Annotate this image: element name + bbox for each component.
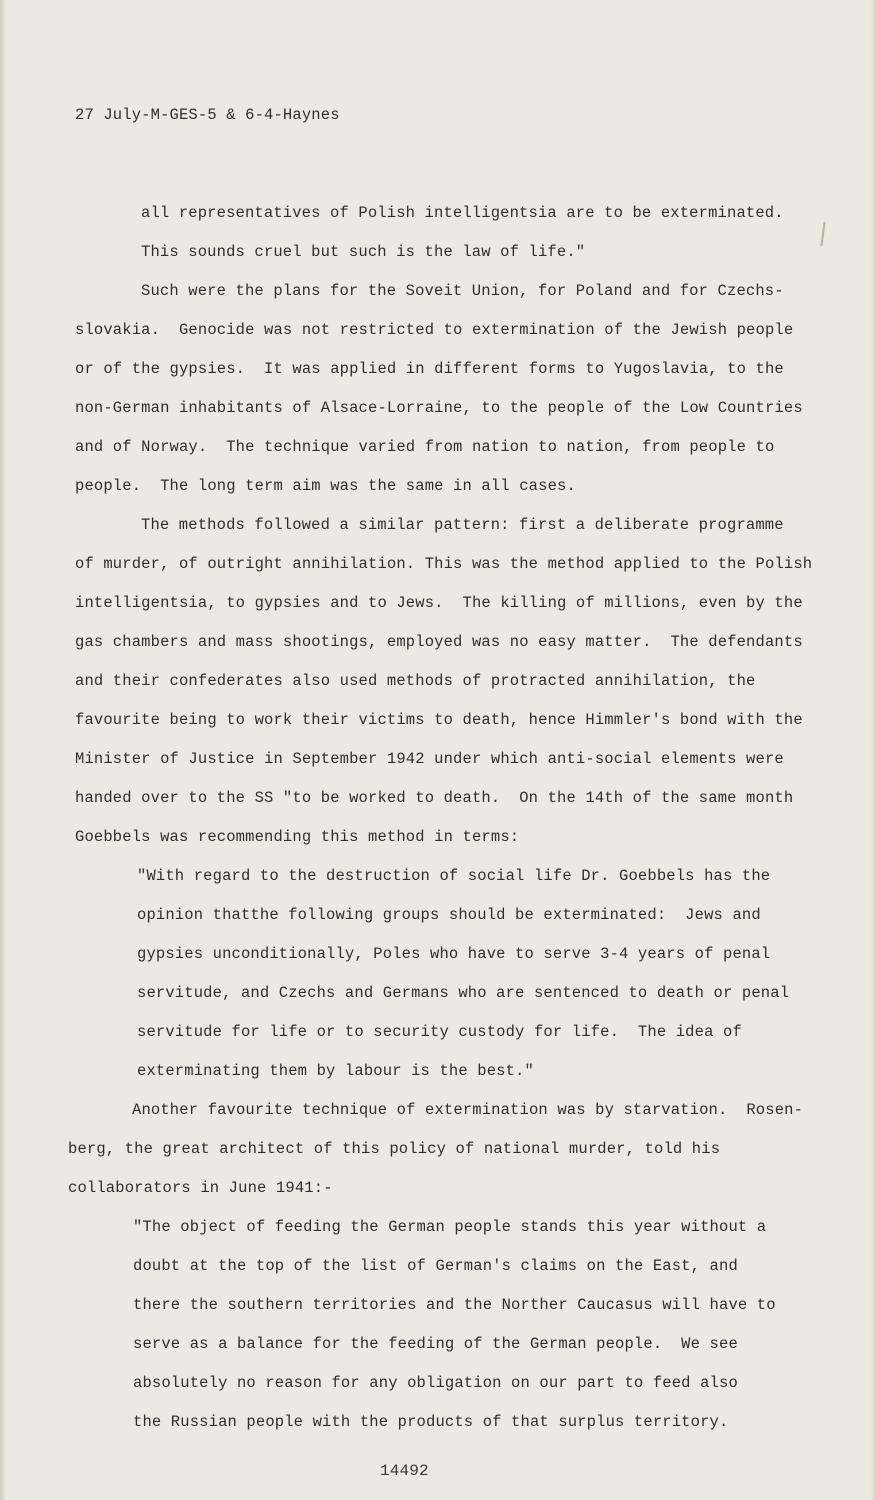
text-line: gas chambers and mass shootings, employed was no easy matter. The defendants (75, 633, 803, 651)
quote-line: servitude for life or to security custody for life. The idea of (137, 1023, 742, 1041)
quote-line: there the southern territories and the Norther Caucasus will have to (133, 1296, 776, 1314)
text-line: slovakia. Genocide was not restricted to extermination of the Jewish people (75, 321, 794, 339)
quote-line: the Russian people with the products of that surplus territory. (133, 1413, 729, 1431)
text-line: intelligentsia, to gypsies and to Jews. The killing of millions, even by the (75, 594, 803, 612)
margin-pencil-mark (820, 222, 825, 246)
text-line: This sounds cruel but such is the law of life." (141, 243, 586, 261)
text-line: The methods followed a similar pattern: first a deliberate programme (141, 516, 784, 534)
quote-line: exterminating them by labour is the best." (137, 1062, 534, 1080)
quote-line: servitude, and Czechs and Germans who are sentenced to death or penal (137, 984, 790, 1002)
quote-line: opinion thatthe following groups should be exterminated: Jews and (137, 906, 761, 924)
quote-line: "The object of feeding the German people stands this year without a (133, 1218, 767, 1236)
text-line: people. The long term aim was the same in all cases. (75, 477, 576, 495)
text-line: favourite being to work their victims to death, hence Himmler's bond with the (75, 711, 803, 729)
page-edge-left (0, 0, 6, 1500)
text-line: berg, the great architect of this policy of national murder, told his (68, 1140, 721, 1158)
document-reference-header: 27 July-M-GES-5 & 6-4-Haynes (75, 106, 340, 124)
quote-line: absolutely no reason for any obligation on our part to feed also (133, 1374, 738, 1392)
text-line: of murder, of outright annihilation. This was the method applied to the Polish (75, 555, 813, 573)
page-edge-right (871, 0, 876, 1500)
text-line: and their confederates also used methods of protracted annihilation, the (75, 672, 756, 690)
quote-line: doubt at the top of the list of German's claims on the East, and (133, 1257, 738, 1275)
text-line: Goebbels was recommending this method in terms: (75, 828, 520, 846)
quote-line: serve as a balance for the feeding of the German people. We see (133, 1335, 738, 1353)
text-line: all representatives of Polish intelligentsia are to be exterminated. (141, 204, 784, 222)
text-line: and of Norway. The technique varied from nation to nation, from people to (75, 438, 775, 456)
quote-line: gypsies unconditionally, Poles who have to serve 3-4 years of penal (137, 945, 771, 963)
text-line: Another favourite technique of extermination was by starvation. Rosen- (132, 1101, 804, 1119)
text-line: Such were the plans for the Soveit Union, for Poland and for Czechs- (141, 282, 784, 300)
text-line: handed over to the SS "to be worked to death. On the 14th of the same month (75, 789, 794, 807)
text-line: Minister of Justice in September 1942 under which anti-social elements were (75, 750, 784, 768)
text-line: collaborators in June 1941:- (68, 1179, 333, 1197)
page-number: 14492 (380, 1462, 429, 1480)
text-line: or of the gypsies. It was applied in different forms to Yugoslavia, to the (75, 360, 784, 378)
quote-line: "With regard to the destruction of social life Dr. Goebbels has the (137, 867, 771, 885)
text-line: non-German inhabitants of Alsace-Lorraine, to the people of the Low Countries (75, 399, 803, 417)
